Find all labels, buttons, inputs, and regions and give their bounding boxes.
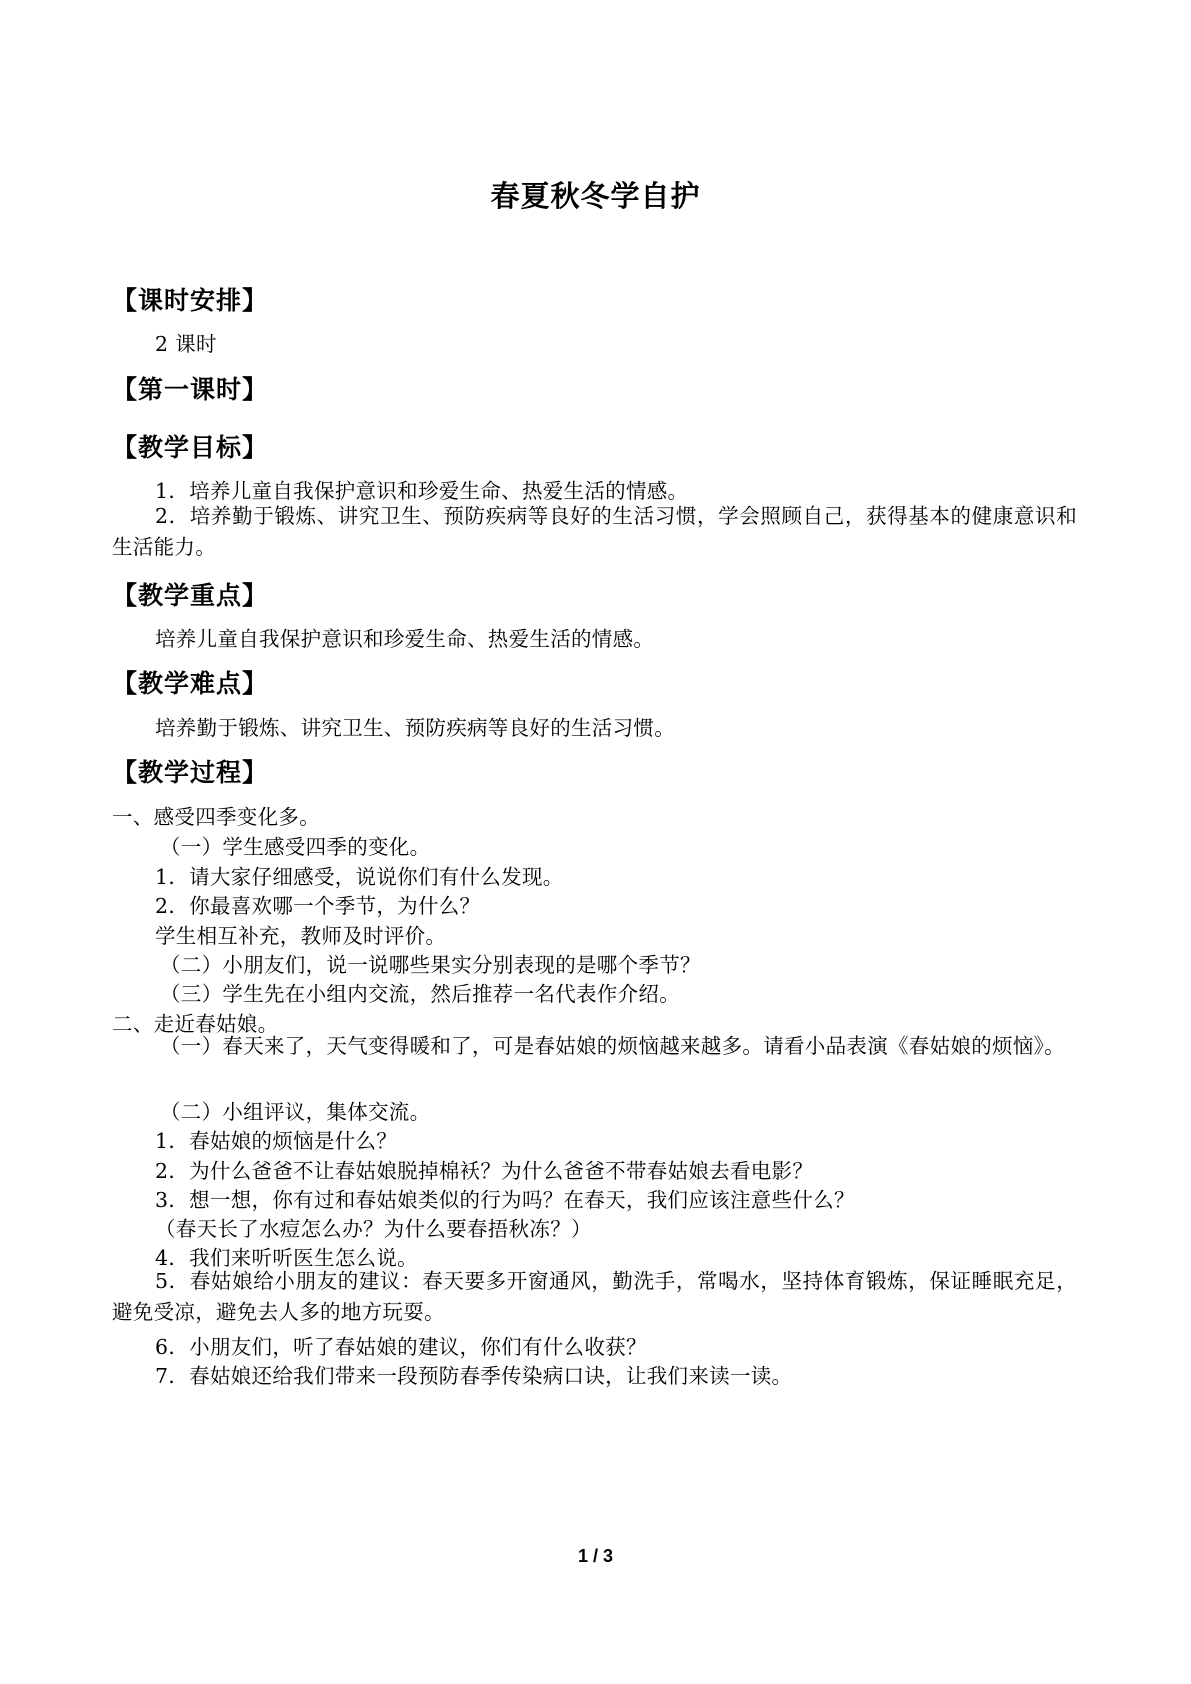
process-line: （二）小朋友们，说一说哪些果实分别表现的是哪个季节？ (160, 953, 701, 977)
process-line: 1．春姑娘的烦恼是什么？ (155, 1129, 398, 1153)
difficulties-text: 培养勤于锻炼、讲究卫生、预防疾病等良好的生活习惯。 (155, 716, 675, 740)
process-line: （三）学生先在小组内交流，然后推荐一名代表作介绍。 (160, 982, 680, 1006)
heading-first-lesson: 【第一课时】 (112, 375, 269, 404)
heading-schedule: 【课时安排】 (112, 286, 269, 315)
process-line: 学生相互补充，教师及时评价。 (155, 924, 447, 948)
process-line: 3．想一想，你有过和春姑娘类似的行为吗？在春天，我们应该注意些什么？ (155, 1188, 855, 1212)
heading-difficulties: 【教学难点】 (112, 669, 269, 698)
process-line: 7．春姑娘还给我们带来一段预防春季传染病口诀，让我们来读一读。 (155, 1364, 793, 1388)
process-paragraph: 5．春姑娘给小朋友的建议：春天要多开窗通风，勤洗手，常喝水，坚持体育锻炼，保证睡眠充足，避免受凉，避免去人多的地方玩耍。 (112, 1269, 1077, 1324)
process-paragraph: （一）春天来了，天气变得暖和了，可是春姑娘的烦恼越来越多。请看小品表演《春姑娘的烦恼》。 (160, 1034, 1065, 1058)
key-points-text: 培养儿童自我保护意识和珍爱生命、热爱生活的情感。 (155, 627, 655, 651)
page-title: 春夏秋冬学自护 (490, 179, 701, 213)
goal-item-2: 2．培养勤于锻炼、讲究卫生、预防疾病等良好的生活习惯，学会照顾自己，获得基本的健康意识和生活能力。 (112, 504, 1077, 559)
heading-goals: 【教学目标】 (112, 433, 269, 462)
heading-process: 【教学过程】 (112, 758, 269, 787)
process-line: 2．为什么爸爸不让春姑娘脱掉棉袄？为什么爸爸不带春姑娘去看电影？ (155, 1159, 814, 1183)
process-line: 二、走近春姑娘。 (112, 1012, 279, 1036)
page-number: 1 / 3 (577, 1546, 614, 1566)
goal-item-1: 1．培养儿童自我保护意识和珍爱生命、热爱生活的情感。 (155, 479, 689, 503)
process-line: （一）学生感受四季的变化。 (160, 835, 431, 859)
process-line: （二）小组评议，集体交流。 (160, 1100, 431, 1124)
process-line: 2．你最喜欢哪一个季节，为什么？ (155, 894, 481, 918)
process-line: 1．请大家仔细感受，说说你们有什么发现。 (155, 865, 564, 889)
process-line: 6．小朋友们，听了春姑娘的建议，你们有什么收获？ (155, 1335, 647, 1359)
heading-key-points: 【教学重点】 (112, 581, 269, 610)
process-line: 一、感受四季变化多。 (112, 805, 320, 829)
schedule-text: 2 课时 (155, 332, 217, 356)
process-line: 4．我们来听听医生怎么说。 (155, 1246, 418, 1270)
process-line: （春天长了水痘怎么办？为什么要春捂秋冻？） (155, 1217, 592, 1241)
